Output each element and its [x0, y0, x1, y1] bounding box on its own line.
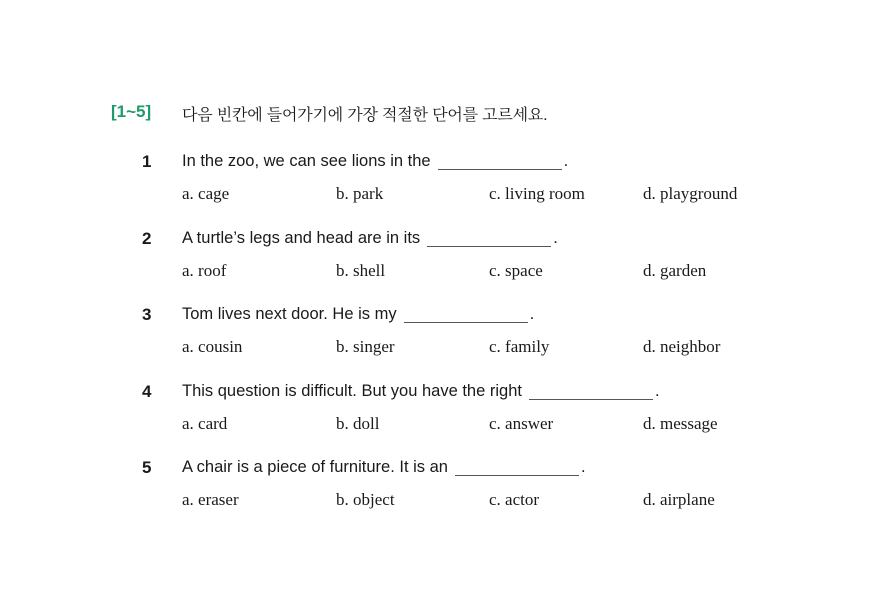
question-text [182, 458, 586, 477]
question-stem: A turtle’s legs and head are in its [182, 229, 421, 247]
option-a[interactable]: a. card [182, 414, 228, 433]
option-c[interactable]: c. actor [489, 490, 540, 509]
option-b[interactable]: b. object [336, 490, 395, 509]
option-c[interactable]: c. space [489, 261, 543, 280]
instruction-text: 다음 빈칸에 들어가기에 가장 적절한 단어를 고르세요. [182, 107, 548, 124]
option-c[interactable]: c. family [489, 337, 550, 356]
option-a[interactable]: a. roof [182, 261, 227, 280]
option-a[interactable]: a. eraser [182, 490, 239, 509]
option-a[interactable]: a. cage [182, 184, 230, 203]
question-end: . [654, 382, 660, 400]
question-stem: In the zoo, we can see lions in the [182, 152, 431, 170]
question-text [182, 305, 534, 324]
question-number: 5 [142, 458, 152, 477]
question-text [182, 152, 568, 171]
option-b[interactable]: b. shell [336, 261, 386, 280]
option-d[interactable]: d. garden [643, 261, 707, 280]
answer-blank[interactable] [427, 232, 551, 247]
option-c[interactable]: c. answer [489, 414, 554, 433]
question-end: . [580, 458, 586, 476]
question-text [182, 229, 558, 248]
option-d[interactable]: d. neighbor [643, 337, 721, 356]
question-stem: This question is difficult. But you have the right [182, 382, 522, 400]
option-a[interactable]: a. cousin [182, 337, 243, 356]
option-b[interactable]: b. doll [336, 414, 380, 433]
option-b[interactable]: b. singer [336, 337, 395, 356]
question-number: 2 [142, 229, 152, 248]
question-text [182, 382, 660, 401]
option-c[interactable]: c. living room [489, 184, 585, 203]
option-d[interactable]: d. message [643, 414, 718, 433]
question-end: . [553, 229, 558, 247]
option-d[interactable]: d. playground [643, 184, 738, 203]
question-number: 3 [142, 305, 152, 324]
option-b[interactable]: b. park [336, 184, 384, 203]
question-stem: A chair is a piece of furniture. It is an [182, 458, 448, 476]
answer-blank[interactable] [404, 308, 528, 323]
answer-blank[interactable] [455, 461, 579, 476]
answer-blank[interactable] [438, 155, 562, 170]
option-d[interactable]: d. airplane [643, 490, 715, 509]
question-stem: Tom lives next door. He is my [182, 305, 397, 323]
exercise-header [111, 102, 548, 124]
question-end: . [529, 305, 535, 323]
question-number: 4 [142, 382, 152, 401]
answer-blank[interactable] [529, 385, 653, 400]
question-range: [1~5] [111, 102, 152, 121]
question-end: . [563, 152, 569, 170]
question-number: 1 [142, 152, 152, 171]
